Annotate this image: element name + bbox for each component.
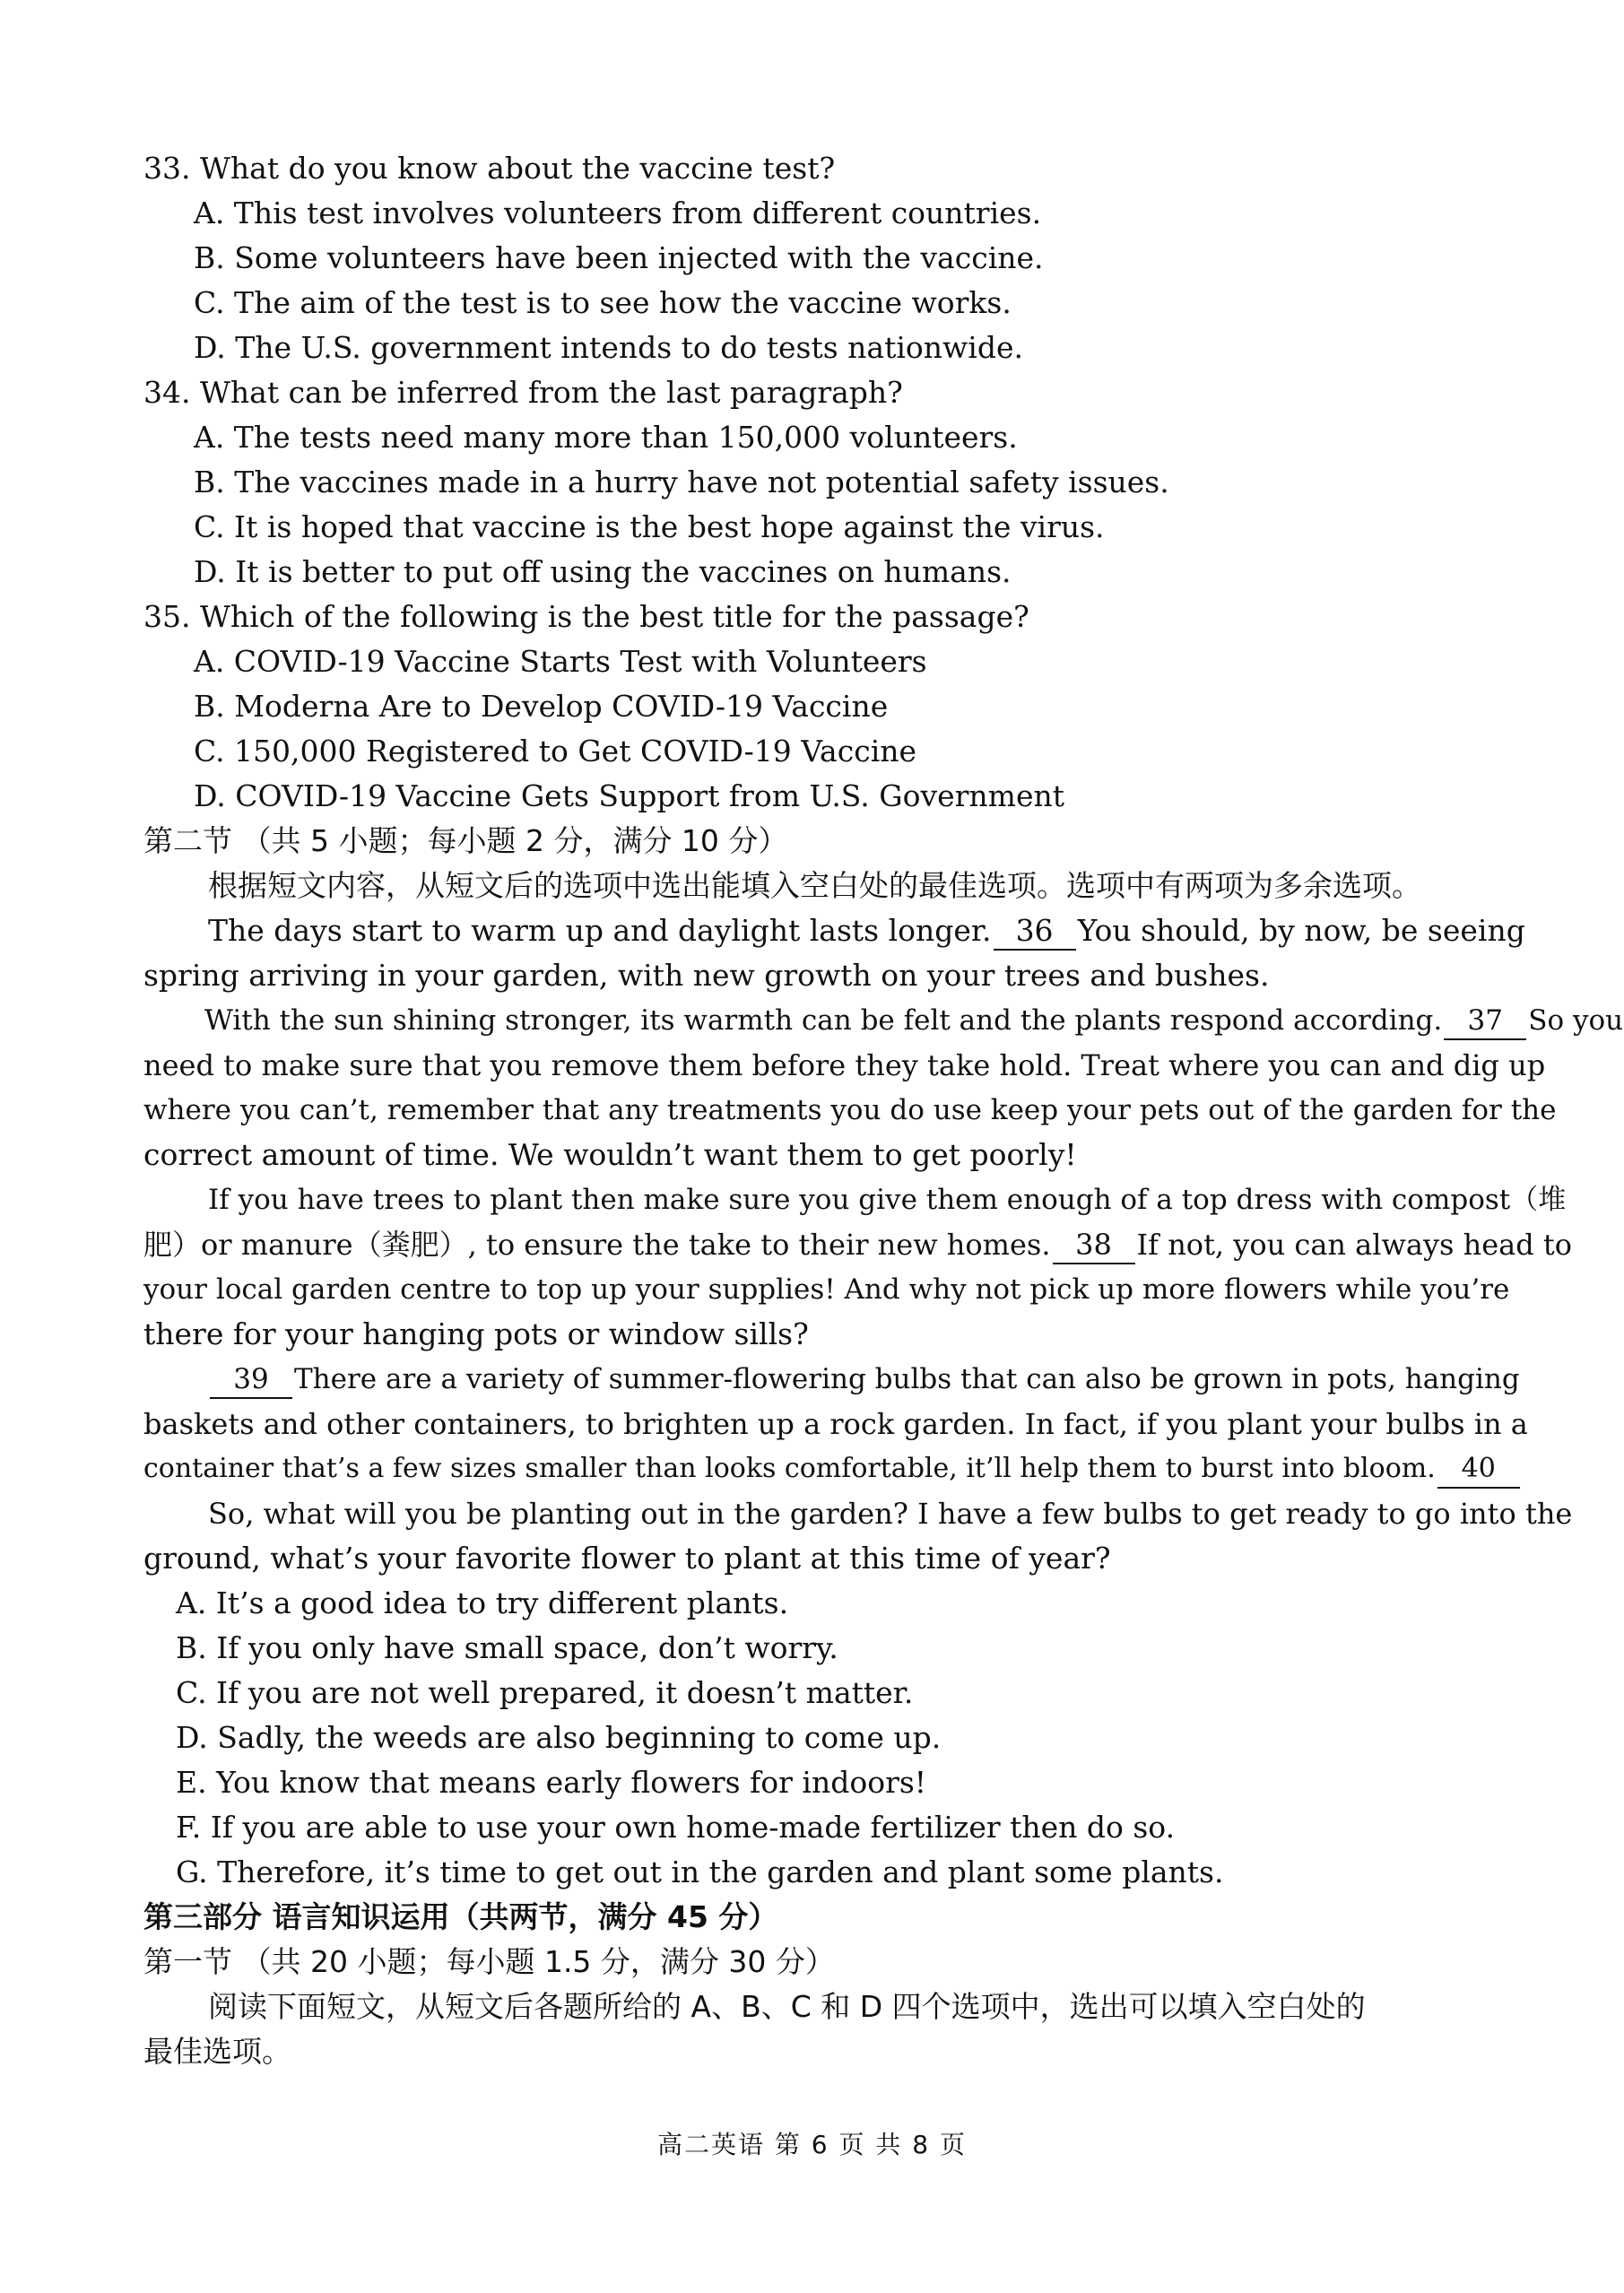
- passage-text: container that’s a few sizes smaller than looks comfortable, it’ll help them to burst into bloom.: [143, 1453, 1436, 1484]
- choice-a: A. It’s a good idea to try different plants.: [176, 1585, 789, 1620]
- passage-text: There are a variety of summer-flowering bulbs that can also be grown in pots, hanging: [294, 1363, 1520, 1395]
- passage-text: The days start to warm up and daylight lasts longer.: [208, 913, 992, 948]
- choice-d: D. Sadly, the weeds are also beginning to come up.: [176, 1720, 942, 1755]
- passage-text: You should, by now, be seeing: [1077, 913, 1525, 948]
- blank-38: 38: [1053, 1227, 1135, 1264]
- choice-f: F. If you are able to use your own home-made fertilizer then do so.: [176, 1810, 1176, 1845]
- question-34-option-b: B. The vaccines made in a hurry have not potential safety issues.: [194, 465, 1169, 499]
- question-34-stem: 34. What can be inferred from the last paragraph?: [143, 375, 903, 410]
- passage-line: spring arriving in your garden, with new growth on your trees and bushes.: [143, 958, 1270, 993]
- passage-line: there for your hanging pots or window sills?: [143, 1316, 809, 1351]
- passage-line: correct amount of time. We wouldn’t want them to get poorly!: [143, 1137, 1077, 1172]
- blank-39: 39: [210, 1361, 292, 1399]
- blank-40: 40: [1437, 1451, 1520, 1489]
- part-3-instruction: 阅读下面短文，从短文后各题所给的 A、B、C 和 D 四个选项中，选出可以填入空白处的: [208, 1989, 1366, 2024]
- question-34-option-d: D. It is better to put off using the vaccines on humans.: [194, 554, 1012, 589]
- blank-36: 36: [994, 913, 1076, 951]
- passage-line: where you can’t, remember that any treatments you do use keep your pets out of the garden for the: [143, 1094, 1557, 1126]
- question-35-stem: 35. Which of the following is the best title for the passage?: [143, 599, 1029, 634]
- section-2-heading: 第二节 （共 5 小题；每小题 2 分，满分 10 分）: [143, 823, 788, 858]
- passage-line: ground, what’s your favorite flower to plant at this time of year?: [143, 1541, 1111, 1576]
- passage-line: [208, 908, 1553, 953]
- question-35-option-d: D. COVID-19 Vaccine Gets Support from U.S. Government: [194, 778, 1064, 813]
- question-34-option-c: C. It is hoped that vaccine is the best hope against the virus.: [194, 509, 1105, 544]
- page-footer: 高二英语 第 6 页 共 8 页: [656, 2130, 968, 2159]
- choice-c: C. If you are not well prepared, it doesn’t matter.: [176, 1675, 914, 1710]
- blank-37: 37: [1444, 1003, 1526, 1040]
- passage-text: So you: [1528, 1004, 1624, 1037]
- choice-b: B. If you only have small space, don’t worry.: [176, 1630, 838, 1665]
- question-35-option-c: C. 150,000 Registered to Get COVID-19 Vaccine: [194, 734, 917, 769]
- question-33-stem: 33. What do you know about the vaccine test?: [143, 151, 836, 186]
- question-33-option-b: B. Some volunteers have been injected with the vaccine.: [194, 240, 1044, 275]
- part-3-heading: 第三部分 语言知识运用（共两节，满分 45 分）: [143, 1899, 778, 1934]
- passage-text: If not, you can always head to: [1136, 1228, 1573, 1262]
- question-33-option-a: A. This test involves volunteers from different countries.: [194, 195, 1042, 230]
- passage-line: [204, 998, 1624, 1043]
- passage-line: [208, 1357, 1553, 1402]
- passage-line: baskets and other containers, to brighten up a rock garden. In fact, if you plant your bulbs in a: [143, 1407, 1528, 1441]
- passage-text: With the sun shining stronger, its warmth can be felt and the plants respond according.: [204, 1004, 1443, 1037]
- choice-g: G. Therefore, it’s time to get out in the garden and plant some plants.: [176, 1854, 1224, 1889]
- part-3-instruction-cont: 最佳选项。: [143, 2034, 291, 2069]
- passage-line: [143, 1446, 1496, 1491]
- passage-line: So, what will you be planting out in the garden? I have a few bulbs to get ready to go into the: [208, 1497, 1573, 1531]
- passage-line: your local garden centre to top up your supplies! And why not pick up more flowers while you’re: [143, 1273, 1510, 1306]
- question-34-option-a: A. The tests need many more than 150,000 volunteers.: [194, 420, 1018, 455]
- question-35-option-b: B. Moderna Are to Develop COVID-19 Vaccine: [194, 689, 889, 724]
- question-33-option-c: C. The aim of the test is to see how the vaccine works.: [194, 285, 1012, 320]
- choice-e: E. You know that means early flowers for indoors!: [176, 1765, 927, 1800]
- question-33-option-d: D. The U.S. government intends to do tests nationwide.: [194, 330, 1023, 365]
- passage-line: [143, 1222, 1573, 1267]
- part-3-section-1-heading: 第一节 （共 20 小题；每小题 1.5 分，满分 30 分）: [143, 1944, 835, 1979]
- passage-text: 肥）or manure（粪肥）, to ensure the take to their new homes.: [143, 1228, 1051, 1262]
- section-2-instruction: 根据短文内容，从短文后的选项中选出能填入空白处的最佳选项。选项中有两项为多余选项。: [208, 868, 1421, 903]
- question-35-option-a: A. COVID-19 Vaccine Starts Test with Volunteers: [194, 644, 927, 679]
- passage-line: If you have trees to plant then make sure you give them enough of a top dress with compost（堆: [208, 1184, 1567, 1216]
- passage-line: need to make sure that you remove them before they take hold. Treat where you can and dig up: [143, 1048, 1546, 1082]
